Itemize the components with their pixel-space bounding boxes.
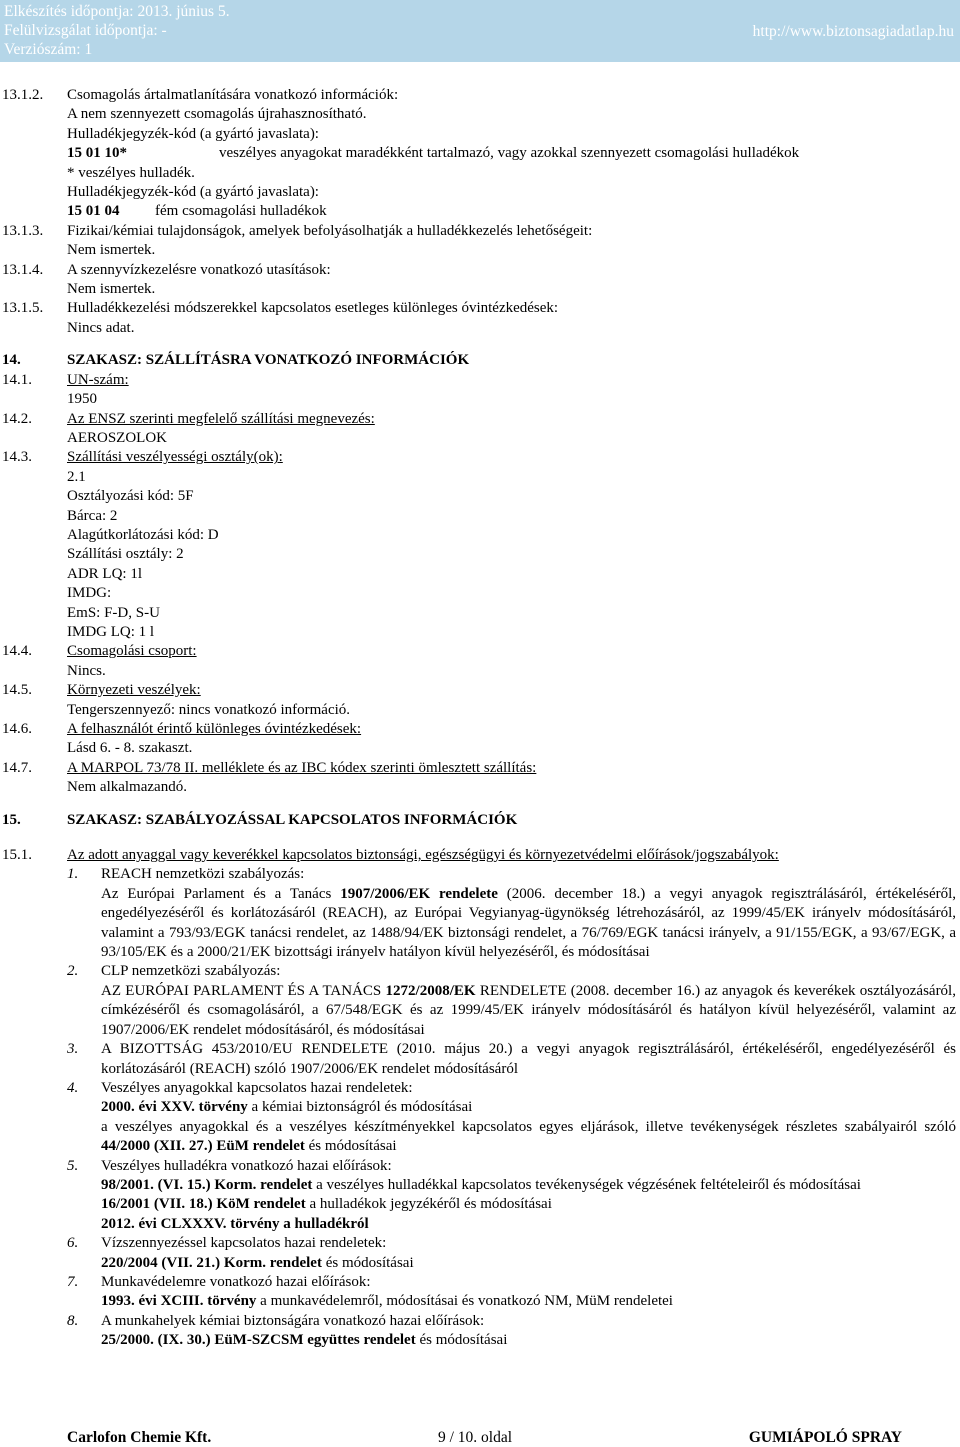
reg-item-1: 1. REACH nemzetközi szabályozás: (67, 866, 305, 883)
text-line: Nem ismertek. (67, 242, 156, 259)
text-line: Hulladékjegyzék-kód (a gyártó javaslata): (67, 184, 319, 201)
packing-group-label: Csomagolási csoport: (67, 643, 197, 660)
hazard-class-line: Bárca: 2 (67, 507, 118, 524)
hazard-class-line: 2.1 (67, 468, 86, 485)
env-hazards-value: Tengerszennyező: nincs vonatkozó információ. (67, 701, 351, 718)
reg-text: a veszélyes anyagokkal és a veszélyes készítményekkel kapcsolatos egyes eljárások, illetve tevékenységek részletes szabályairól szóló 44/2000 (XII. 27.) EüM rendelet és módosításai (101, 1118, 956, 1155)
text-line: A nem szennyezett csomagolás újrahasznosítható. (67, 106, 367, 123)
marpol-value: Nem alkalmazandó. (67, 779, 187, 796)
un-number-label: UN-szám: (67, 371, 129, 388)
reg-item-5: 5. Veszélyes hulladékra vonatkozó hazai előírások: (67, 1157, 392, 1174)
subsection-13-1-2: 13.1.2. Csomagolás ártalmatlanítására vonatkozó információk: (2, 87, 399, 103)
reg-item-7: 7. Munkavédelemre vonatkozó hazai előírások: (67, 1273, 371, 1290)
hazard-class-line: Szállítási osztály: 2 (67, 546, 184, 563)
text-line: Nincs adat. (67, 319, 135, 336)
reg-text: 16/2001 (VII. 18.) KöM rendelet a hulladékok jegyzékéről és módosításai (101, 1196, 552, 1213)
shipping-name-label: Az ENSZ szerinti megfelelő szállítási megnevezés: (67, 410, 375, 427)
review-date: Felülvizsgálat időpontja: - (4, 22, 167, 39)
subsection-13-1-4: 13.1.4. A szennyvízkezelésre vonatkozó utasítások: (2, 261, 331, 278)
env-hazards-label: Környezeti veszélyek: (67, 682, 201, 699)
section-15-title: 15. SZAKASZ: SZABÁLYOZÁSSAL KAPCSOLATOS INFORMÁCIÓK (2, 811, 518, 828)
packing-group-value: Nincs. (67, 662, 106, 679)
reg-item-3: 3. A BIZOTTSÁG 453/2010/EU RENDELETE (2010. május 20.) a vegyi anyagok regisztrálásáról, értékeléséről, engedélyezéséről és korlátozásáról (REACH) szóló 1907/2006/EK rendelet módosításáról (67, 1041, 956, 1077)
version-number: Verziószám: 1 (4, 41, 93, 58)
reg-text: 25/2000. (IX. 30.) EüM-SZCSM együttes rendelet és módosításai (101, 1332, 508, 1349)
hazard-class-line: EmS: F-D, S-U (67, 604, 160, 621)
hazard-class-line: IMDG: (67, 585, 112, 602)
waste-code-row: 15 01 10* veszélyes anyagokat maradékként tartalmazó, vagy azokkal szennyezett csomagolási hulladékok (67, 145, 800, 162)
reg-item-6: 6. Vízszennyezéssel kapcsolatos hazai rendeletek: (67, 1235, 387, 1252)
reg-text: 1993. évi XCIII. törvény a munkavédelemről, módosításai és vonatkozó NM, MüM rendeletei (101, 1293, 673, 1310)
hazard-class-line: IMDG LQ: 1 l (67, 623, 155, 640)
page-number: 9 / 10. oldal (438, 1429, 513, 1446)
reg-text: 2012. évi CLXXXV. törvény a hulladékról (101, 1215, 369, 1232)
reg-text: Az Európai Parlament és a Tanács 1907/2006/EK rendelete (2006. december 18.) a vegyi anyagok regisztrálásáról, értékeléséről, engedélyezéséről és korlátozásáról (REACH), az Európai Vegyianyag-ügynökség létrehozásáról, az 1999/45/EK irányelv módosításáról, valamint a 793/93/EGK tanácsi rendelet, az 1488/94/EK biztonsági rendelet, a 76/769/EGK tanácsi irányelv, a 91/155/EGK, a 93/67/EGK, a 93/105/EK és a 2000/21/EK bizottsági irányelv hatályon kívül helyezéséről, és módosításai (101, 885, 957, 961)
marpol-label: A MARPOL 73/78 II. melléklete és az IBC kódex szerinti ömlesztett szállítás: (67, 759, 537, 776)
reg-text: 98/2001. (VI. 15.) Korm. rendelet a veszélyes hulladékkal kapcsolatos tevékenységek végzésének feltételeiről és módosításai (101, 1176, 861, 1193)
creation-date: Elkészítés időpontja: 2013. június 5. (4, 3, 230, 20)
regulations-label: Az adott anyaggal vagy keverékkel kapcsolatos biztonsági, egészségügyi és környezetvédelmi előírások/jogszabályok: (67, 847, 779, 864)
subsection-13-1-5: 13.1.5. Hulladékkezelési módszerekkel kapcsolatos esetleges különleges óvintézkedések: (2, 300, 559, 317)
hazard-class-line: Osztályozási kód: 5F (67, 488, 194, 505)
subsection-13-1-3: 13.1.3. Fizikai/kémiai tulajdonságok, amelyek befolyásolhatják a hulladékkezelés lehetőségeit: (2, 222, 593, 239)
company-name: Carlofon Chemie Kft. (67, 1429, 212, 1446)
reg-item-4: 4. Veszélyes anyagokkal kapcsolatos hazai rendeletek: (67, 1079, 413, 1096)
un-number-value: 1950 (67, 391, 97, 408)
shipping-name-value: AEROSZOLOK (67, 429, 167, 446)
reg-item-8: 8. A munkahelyek kémiai biztonságára vonatkozó hazai előírások: (67, 1312, 485, 1329)
user-precautions-label: A felhasználót érintő különleges óvintézkedések: (67, 721, 362, 737)
text-line: * veszélyes hulladék. (67, 164, 195, 181)
waste-code-row: 15 01 04 fém csomagolási hulladékok (67, 203, 327, 220)
text-line: Hulladékjegyzék-kód (a gyártó javaslata): (67, 125, 319, 142)
section-14-title: 14. SZAKASZ: SZÁLLÍTÁSRA VONATKOZÓ INFORMÁCIÓK (2, 352, 470, 369)
document-body: 13.1.2. Csomagolás ártalmatlanítására vonatkozó információk: A nem szennyezett csomagolás újrahasznosítható. Hulladékjegyzék-kód (a gyártó javaslata): 15 01 10* veszélyes anyagokat maradékként tartalmazó, vagy azokkal szennyezett csomagolási hulladékok * veszélyes hulladék. Hulladékjegyzék-kód (a gyártó javaslata): 15 01 04 fém csomagolási hulladékok 13.1.3. Fizikai/kémiai tulajdonságok, amelyek befolyásolhatják a hulladékkezelés lehetőségeit: Nem ismertek. 13.1.4. A szennyvízkezelésre vonatkozó utasítások: Nem ismertek. 13.1.5. Hulladékkezelési módszerekkel kapcsolatos esetleges különleges óvintézkedések: Nincs adat. 14. SZAKASZ: SZÁLLÍTÁSRA VONATKOZÓ INFORMÁCIÓK 14.1. UN-szám: 1950 14.2. Az ENSZ szerinti megfelelő szállítási megnevezés: AEROSZOLOK 14.3. Szállítási veszélyességi osztály(ok): 2.1 Osztályozási kód: 5F Bárca: 2 Alagútkorlátozási kód: D Szállítási osztály: 2 ADR LQ: 1l IMDG: EmS: F-D, S-U IMDG LQ: 1 l 14.4. Csomagolási csoport: Nincs. 14.5. Környezeti veszélyek: Tengerszennyező: nincs vonatkozó információ. 14.6. A felhasználót érintő különleges óvintézkedések: Lásd 6. - 8. szakaszt. 14.7. A MARPOL 73/78 II. melléklete és az IBC kódex szerinti ömlesztett szállítás: Nem alkalmazandó. 15. SZAKASZ: SZABÁLYOZÁSSAL KAPCSOLATOS INFORMÁCIÓK 15.1. Az adott anyaggal vagy keverékkel kapcsolatos biztonsági, egészségügyi és környezetvédelmi előírások/jogszabályok: 1. REACH nemzetközi szabályozás: Az Európai Parlament és a Tanács 1907/2006/EK rendelete (2006. december 18.) a vegyi anyagok regisztrálásáról, értékeléséről, engedélyezéséről és korlátozásáról (REACH), az Európai Vegyianyag-ügynökség létrehozásáról, az 1999/45/EK irányelv módosításáról, valamint a 793/93/EGK tanácsi rendelet, az 1488/94/EK biztonsági rendelet, a 76/769/EGK tanácsi irányelv, a 91/155/EGK, a 93/67/EGK, a 93/105/EK és a 2000/21/EK bizottsági irányelv hatályon kívül helyezéséről, és módosításai 2. CLP nemzetközi szabályozás: AZ EURÓPAI PARLAMENT ÉS A TANÁCS 1272/2008/EK RENDELETE (2008. december 16.) az anyagok és keverékek osztályozásáról, címkézéséről és csomagolásáról, a 67/548/EGK és az 1999/45/EK irányelv módosításáról és hatályon kívül helyezéséről, valamint az 1907/2006/EK rendelet módosításáról, és módosításai 3. A BIZOTTSÁG 453/2010/EU RENDELETE (2010. május 20.) a vegyi anyagok regisztrálásáról, értékeléséről, engedélyezéséről és korlátozásáról (REACH) szóló 1907/2006/EK rendelet módosításáról 4. Veszélyes anyagokkal kapcsolatos hazai rendeletek: 2000. évi XXV. törvény a kémiai biztonságról és módosításai a veszélyes anyagokkal és a veszélyes készítményekkel kapcsolatos egyes eljárások, illetve tevékenységek részletes szabályairól szóló 44/2000 (XII. 27.) EüM rendelet és módosításai 5. Veszélyes hulladékra vonatkozó hazai előírások: 98/2001. (VI. 15.) Korm. rendelet a veszélyes hulladékkal kapcsolatos tevékenységek végzésének feltételeiről és módosításai 16/2001 (VII. 18.) KöM rendelet a hulladékok jegyzékéről és módosításai 2012. évi CLXXXV. törvény a hulladékról 6. Vízszennyezéssel kapcsolatos hazai rendeletek: 220/2004 (VII. 21.) Korm. rendelet és módosításai 7. Munkavédelemre vonatkozó hazai előírások: 1993. évi XCIII. törvény a munkavédelemről, módosításai és vonatkozó NM, MüM rendeletei 8. A munkahelyek kémiai biztonságára vonatkozó hazai előírások: 25/2000. (IX. 30.) EüM-SZCSM együttes rendelet és módosításai (0, 86, 960, 1351)
hazard-class-line: ADR LQ: 1l (67, 565, 142, 582)
reg-item-2: 2. CLP nemzetközi szabályozás: (67, 963, 281, 980)
reg-text: 220/2004 (VII. 21.) Korm. rendelet és módosításai (101, 1254, 414, 1271)
product-name: GUMIÁPOLÓ SPRAY (748, 1429, 902, 1446)
user-precautions-value: Lásd 6. - 8. szakaszt. (67, 740, 193, 757)
hazard-class-label: Szállítási veszélyességi osztály(ok): (67, 449, 283, 466)
page-header (0, 0, 960, 62)
hazard-class-line: Alagútkorlátozási kód: D (67, 526, 219, 543)
header-url-link[interactable]: http://www.biztonsagiadatlap.hu (752, 23, 954, 40)
text-line: Nem ismertek. (67, 281, 156, 298)
reg-text: 2000. évi XXV. törvény a kémiai biztonságról és módosításai (101, 1099, 473, 1116)
reg-text: AZ EURÓPAI PARLAMENT ÉS A TANÁCS 1272/2008/EK RENDELETE (2008. december 16.) az anyagok és keverékek osztályozásáról, címkézéséről és csomagolásáról, a 67/548/EGK és az 1999/45/EK irányelv módosításáról és hatályon kívül helyezéséről, valamint az 1907/2006/EK rendelet módosításáról, és módosításai (101, 982, 956, 1038)
